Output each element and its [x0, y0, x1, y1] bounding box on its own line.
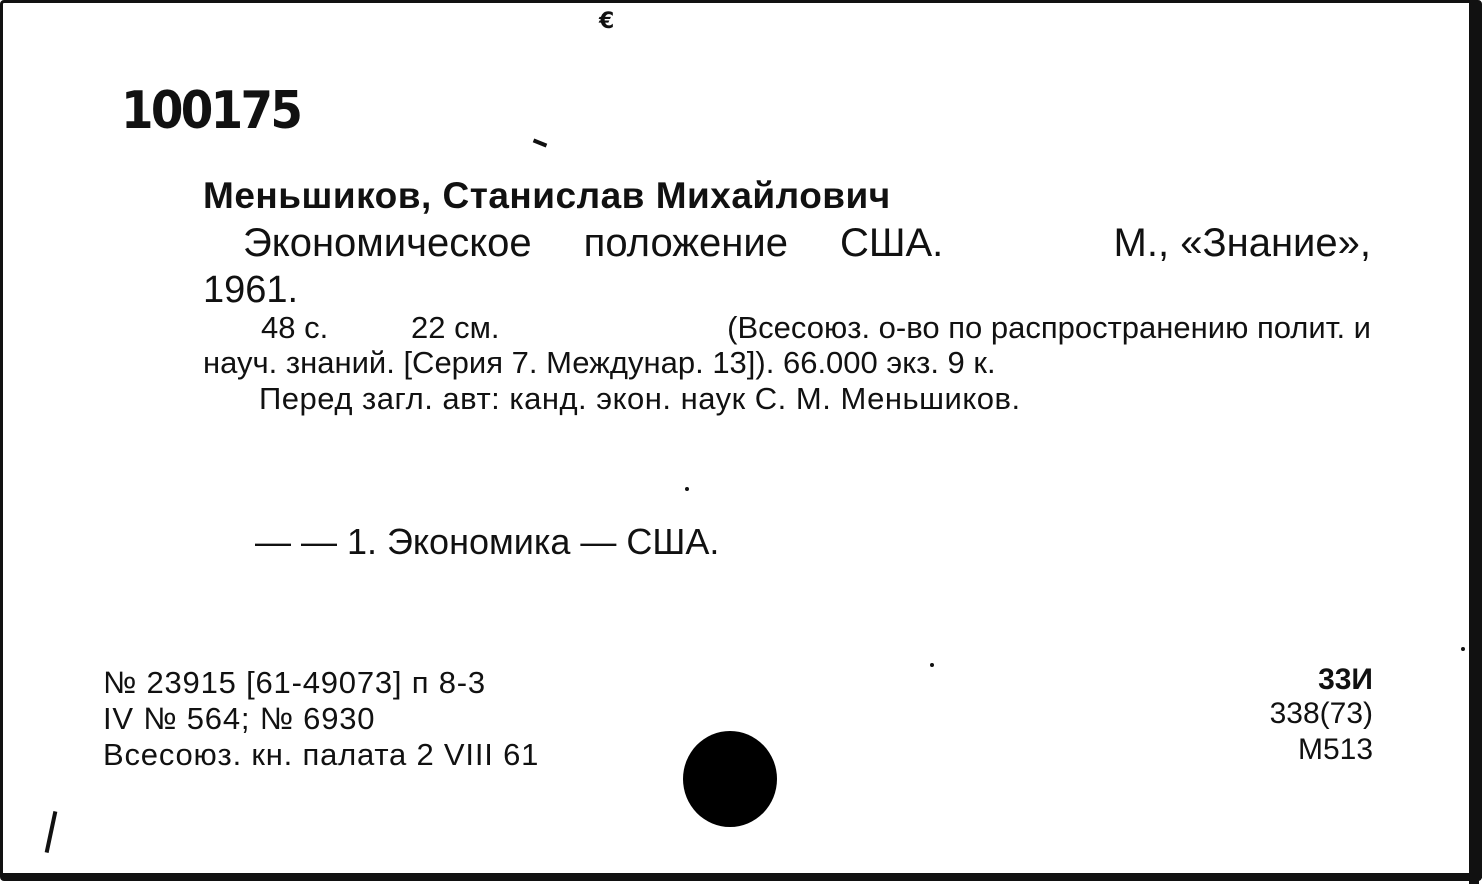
handwritten-accession-number: 100175 — [121, 81, 301, 141]
classmark-line: 338(73) — [1269, 697, 1373, 730]
dot-mark — [1461, 647, 1465, 651]
imprint-line: Всесоюз. кн. палата 2 VIII 61 — [103, 737, 540, 772]
classmark-line: 33И — [1318, 663, 1373, 696]
call-number: М513 — [1297, 733, 1373, 766]
title-part: Экономическое — [243, 221, 532, 265]
publication-year: 1961. — [203, 269, 299, 311]
punch-hole — [683, 731, 777, 827]
subject-heading: — — 1. Экономика — США. — [255, 521, 720, 562]
slash-mark — [45, 811, 58, 853]
author-heading: Меньшиков, Станислав Михайлович — [203, 175, 891, 216]
author-note: Перед загл. авт: канд. экон. наук С. М. Меньшиков. — [259, 381, 1021, 416]
imprint-line: № 23915 [61-49073] п 8-3 — [103, 665, 486, 700]
title-part: положение — [583, 221, 788, 265]
imprint-line: IV № 564; № 6930 — [103, 701, 376, 736]
publisher: М., «Знание», — [1113, 221, 1371, 265]
series-note-end: науч. знаний. [Серия 7. Междунар. 13]). 66.000 экз. 9 к. — [203, 345, 996, 380]
book-size: 22 см. — [411, 310, 500, 345]
dot-mark — [930, 663, 934, 667]
dash-mark — [533, 139, 547, 148]
card-edge-right — [1469, 3, 1479, 884]
collation-line — [261, 310, 1371, 346]
series-note-start: (Всесоюз. о-во по распространению полит. и — [727, 310, 1371, 345]
title-line — [243, 221, 1371, 266]
card-edge-bottom — [3, 873, 1482, 878]
dot-mark — [685, 487, 689, 491]
title-part: США. — [839, 221, 944, 265]
top-mark: € — [599, 9, 615, 34]
page-count: 48 с. — [261, 310, 329, 345]
